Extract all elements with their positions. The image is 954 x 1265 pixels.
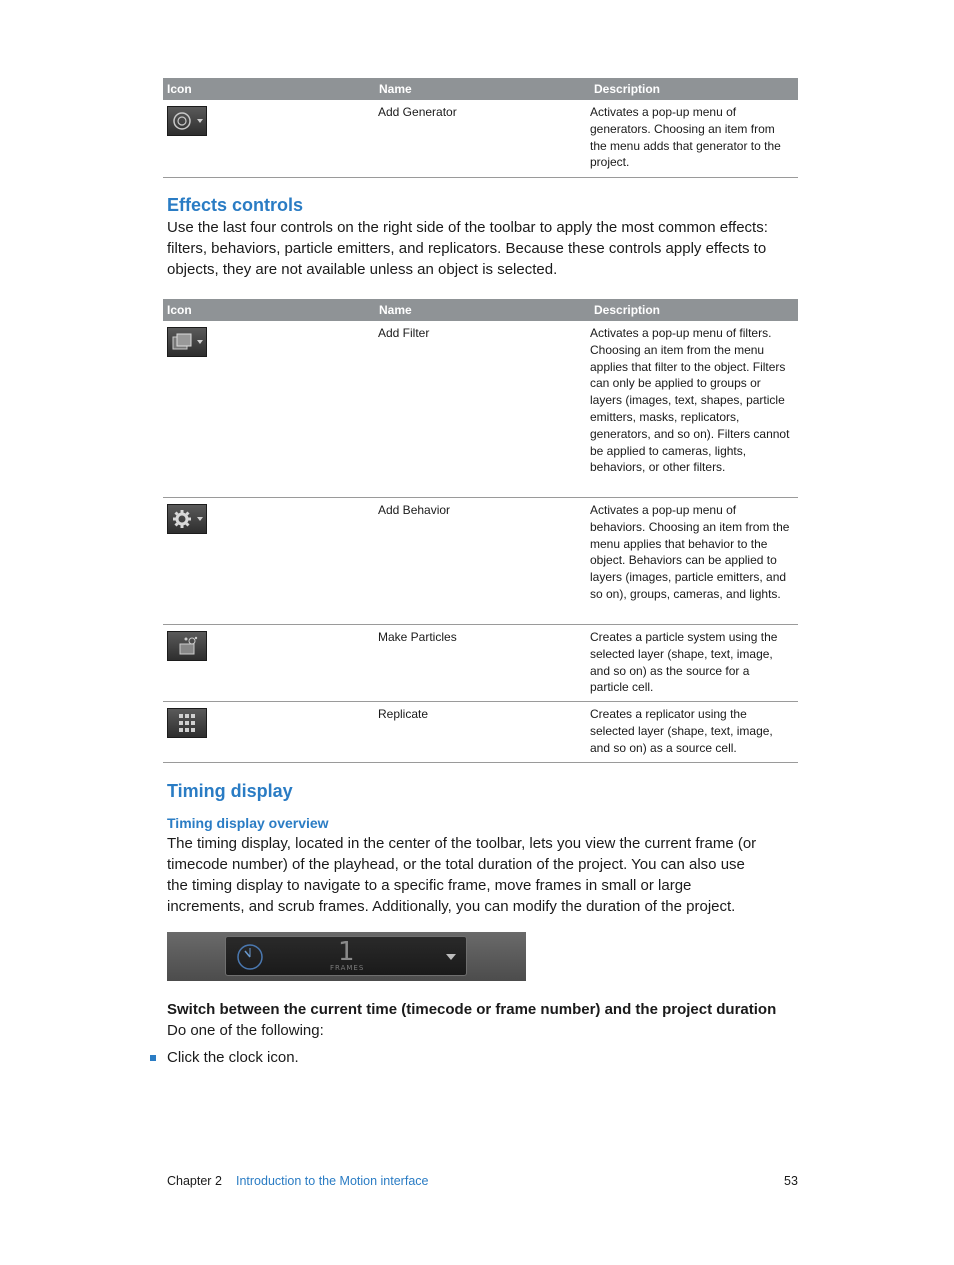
row-description: Creates a replicator using the selected layer (shape, text, image, and so on) as a source cell. <box>590 707 773 755</box>
particles-icon <box>167 631 207 661</box>
section-heading-timing: Timing display <box>167 781 293 801</box>
header-icon: Icon <box>167 303 192 317</box>
list-item-text: Click the clock icon. <box>167 1049 299 1066</box>
row-description: Activates a pop-up menu of behaviors. Choosing an item from the menu applies that behavior to the object. Behaviors can be applied to layers (images, particle emitters, and so on), groups, cameras, and lights. <box>590 503 790 601</box>
timing-paragraph: The timing display, located in the center of the toolbar, lets you view the current frame (or timecode number) of the playhead, or the total duration of the project. You can also use the timing display to navigate to a specific frame, move frames in small or large increments, and scrub frames. Additionally, you can modify the duration of the project. <box>167 835 757 915</box>
header-name: Name <box>379 82 412 96</box>
replicate-icon <box>167 708 207 738</box>
section-heading-effects: Effects controls <box>167 195 304 215</box>
table-row <box>163 625 798 702</box>
header-description: Description <box>594 303 661 317</box>
row-name: Add Behavior <box>378 503 451 517</box>
gear-icon <box>167 504 207 534</box>
table-row <box>163 100 798 178</box>
footer-chapter: Chapter 2 <box>167 1174 222 1188</box>
page-number: 53 <box>784 1174 798 1188</box>
bullet-icon <box>150 1055 156 1061</box>
chevron-down-icon <box>197 340 203 344</box>
header-name: Name <box>379 303 412 317</box>
task-heading: Switch between the current time (timecode or frame number) and the project duration <box>167 1001 777 1018</box>
timing-display-screenshot <box>167 932 526 981</box>
row-description: Creates a particle system using the selected layer (shape, text, image, and so on) as the source for a particle cell. <box>590 630 778 695</box>
generator-icon <box>167 106 207 136</box>
table-row <box>163 321 798 498</box>
filter-icon <box>167 327 207 357</box>
clock-icon <box>236 943 264 971</box>
table-header <box>163 299 798 321</box>
task-intro: Do one of the following: <box>167 1022 324 1039</box>
effects-table <box>163 299 798 763</box>
subheading-timing-overview: Timing display overview <box>167 815 329 831</box>
row-description: Activates a pop-up menu of filters. Choosing an item from the menu applies that filter to the object. Filters can only be applied to groups or layers (images, text, shapes, particle emitters, masks, replicators, generators, and so on). Filters cannot be applied to cameras, lights, behaviors, or other filters. <box>590 326 790 475</box>
frame-number: 1 <box>338 937 355 967</box>
chevron-down-icon <box>197 119 203 123</box>
header-description: Description <box>594 82 661 96</box>
row-name: Add Filter <box>378 326 430 340</box>
row-name: Replicate <box>378 707 429 721</box>
table-header <box>163 78 798 100</box>
row-name: Make Particles <box>378 630 457 644</box>
frame-unit-label: FRAMES <box>330 964 365 972</box>
effects-paragraph: Use the last four controls on the right side of the toolbar to apply the most common effects: filters, behaviors, particle emitters, and replicators. Because these controls apply effects to objects, they are not available unless an object is selected. <box>167 219 768 278</box>
generator-table <box>163 78 798 178</box>
table-row <box>163 702 798 763</box>
chevron-down-icon <box>446 954 456 960</box>
header-icon: Icon <box>167 82 192 96</box>
table-row <box>163 498 798 625</box>
row-description: Activates a pop-up menu of generators. Choosing an item from the menu adds that generator to the project. <box>590 105 781 170</box>
footer-chapter-title[interactable]: Introduction to the Motion interface <box>236 1174 429 1188</box>
timing-display <box>225 936 467 976</box>
row-name: Add Generator <box>378 105 457 119</box>
list-item <box>150 1049 299 1066</box>
chevron-down-icon <box>197 517 203 521</box>
